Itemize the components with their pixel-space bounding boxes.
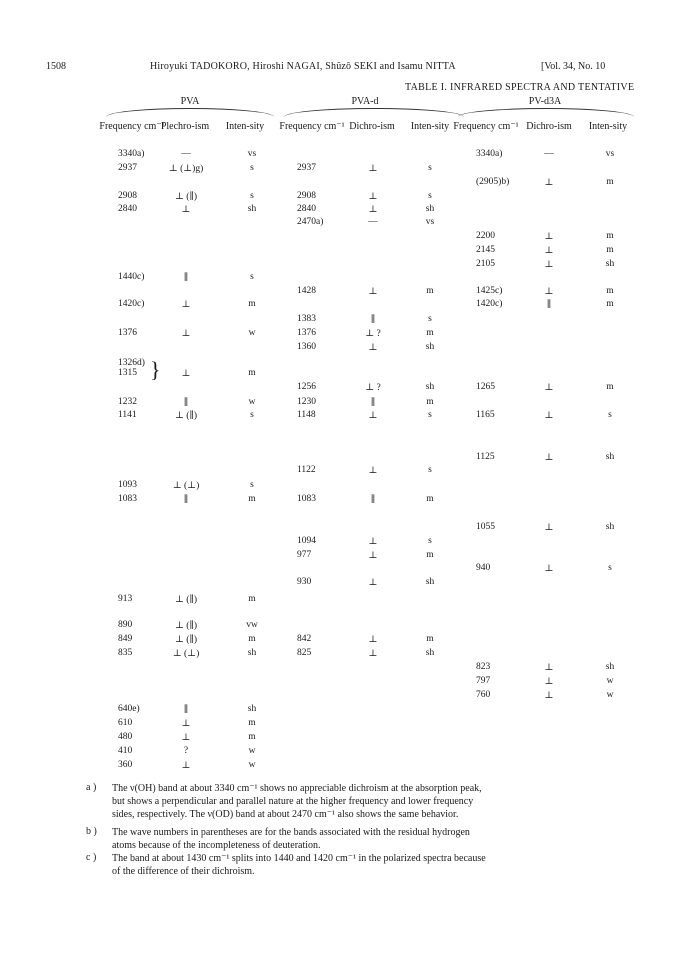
table-cell: ⊥ (∥) xyxy=(174,595,198,605)
table-cell: 1083 xyxy=(297,494,316,504)
table-cell: ⊥ xyxy=(181,761,191,771)
table-cell: vs xyxy=(605,149,615,159)
table-cell: sh xyxy=(425,648,435,658)
table-cell: ⊥ xyxy=(368,287,378,297)
table-cell: ⊥ xyxy=(544,677,554,687)
table-cell: ⊥ xyxy=(544,564,554,574)
table-cell: ⊥ xyxy=(181,733,191,743)
table-cell: ⊥ xyxy=(544,246,554,256)
table-cell: 1360 xyxy=(297,342,316,352)
table-cell: sh xyxy=(425,382,435,392)
table-cell: ∥ xyxy=(183,705,189,715)
group-brace-pva xyxy=(106,108,274,117)
table-cell: 825 xyxy=(297,648,312,658)
table-cell: 835 xyxy=(118,648,133,658)
footnote-b-line: The wave numbers in parentheses are for the bands associated with the residual hydrogen xyxy=(112,827,470,838)
table-cell: ⊥ xyxy=(181,329,191,339)
table-cell: ∥ xyxy=(183,495,189,505)
table-cell: ⊥ (∥) xyxy=(174,192,198,202)
table-cell: ⊥ xyxy=(544,663,554,673)
table-cell: m xyxy=(248,368,256,378)
table-cell: 797 xyxy=(476,676,491,686)
table-cell: ⊥ xyxy=(368,537,378,547)
table-cell: ⊥ (⊥)g) xyxy=(168,164,204,174)
column-header-pvad-1: Dichro-ism xyxy=(349,121,395,132)
table-cell: 3340a) xyxy=(476,149,503,159)
table-cell: s xyxy=(250,163,254,173)
table-cell: 2145 xyxy=(476,245,495,255)
table-cell: m xyxy=(606,245,614,255)
table-cell: sh xyxy=(605,259,615,269)
brace-icon: } xyxy=(150,357,161,382)
table-cell: ⊥ (∥) xyxy=(174,411,198,421)
footnote-label-c: c ) xyxy=(86,852,97,863)
group-heading-pva: PVA xyxy=(180,96,200,107)
column-header-pvd3a-1: Dichro-ism xyxy=(526,121,572,132)
table-cell: s xyxy=(428,536,432,546)
table-cell: vs xyxy=(425,217,435,227)
table-cell: ⊥ (∥) xyxy=(174,635,198,645)
table-cell: ∥ xyxy=(183,273,189,283)
table-cell: 890 xyxy=(118,620,133,630)
table-cell: s xyxy=(428,410,432,420)
footnote-b-line: atoms because of the incompleteness of deuteration. xyxy=(112,840,321,851)
table-cell: 1125 xyxy=(476,452,495,462)
table-cell: w xyxy=(606,690,614,700)
table-cell: 2105 xyxy=(476,259,495,269)
table-cell: m xyxy=(606,286,614,296)
table-cell: ⊥ xyxy=(368,164,378,174)
table-cell: s xyxy=(250,410,254,420)
table-cell: sh xyxy=(247,704,257,714)
footnote-a-line: sides, respectively. The ν(OD) band at about 2470 cm⁻¹ also shows the same behavior. xyxy=(112,809,459,820)
table-cell: (2905)b) xyxy=(476,177,510,187)
table-cell: m xyxy=(426,286,434,296)
table-cell: ⊥ xyxy=(368,466,378,476)
table-cell: w xyxy=(248,746,256,756)
footnote-label-b: b ) xyxy=(86,826,97,837)
page-number: 1508 xyxy=(46,61,66,72)
table-cell: 1326d) xyxy=(118,358,145,368)
table-cell: m xyxy=(248,494,256,504)
table-cell: w xyxy=(248,760,256,770)
running-authors: Hiroyuki TADOKORO, Hiroshi NAGAI, Shûzô SEKI and Isamu NITTA xyxy=(150,61,456,72)
table-cell: 1094 xyxy=(297,536,316,546)
table-cell: 849 xyxy=(118,634,133,644)
table-cell: ⊥ xyxy=(368,205,378,215)
table-cell: — xyxy=(368,217,378,227)
table-cell: 930 xyxy=(297,577,312,587)
table-cell: 1376 xyxy=(118,328,137,338)
table-cell: 1420c) xyxy=(118,299,145,309)
table-cell: 2840 xyxy=(118,204,137,214)
column-header-pvd3a-2: Inten-sity xyxy=(588,121,628,132)
table-cell: m xyxy=(606,177,614,187)
group-heading-pva-d: PVA-d xyxy=(351,96,379,107)
table-cell: 1383 xyxy=(297,314,316,324)
table-cell: ⊥ xyxy=(544,411,554,421)
table-cell: 977 xyxy=(297,550,312,560)
table-cell: ⊥ (⊥) xyxy=(172,481,200,491)
table-cell: 1425c) xyxy=(476,286,503,296)
table-cell: m xyxy=(606,231,614,241)
table-cell: m xyxy=(606,382,614,392)
table-cell: ∥ xyxy=(370,315,376,325)
table-cell: ∥ xyxy=(370,495,376,505)
column-header-pva-0: Frequency cm⁻¹ xyxy=(99,121,165,132)
table-cell: ⊥ xyxy=(544,453,554,463)
table-cell: m xyxy=(248,299,256,309)
table-cell: sh xyxy=(247,204,257,214)
table-cell: ⊥ ? xyxy=(365,383,381,393)
table-cell: ⊥ xyxy=(544,178,554,188)
table-cell: ⊥ ? xyxy=(365,329,381,339)
table-cell: 3340a) xyxy=(118,149,145,159)
footnote-label-a: a ) xyxy=(86,782,97,793)
table-cell: ⊥ xyxy=(368,551,378,561)
table-cell: w xyxy=(606,676,614,686)
column-header-pvad-2: Inten-sity xyxy=(410,121,450,132)
table-cell: ? xyxy=(183,746,189,756)
table-cell: 913 xyxy=(118,594,133,604)
table-cell: 2908 xyxy=(297,191,316,201)
table-cell: 2200 xyxy=(476,231,495,241)
table-cell: 1165 xyxy=(476,410,495,420)
table-cell: 1141 xyxy=(118,410,137,420)
footnote-a-line: The ν(OH) band at about 3340 cm⁻¹ shows no appreciable dichroism at the absorption peak, xyxy=(112,783,482,794)
table-cell: 1230 xyxy=(297,397,316,407)
group-brace-pva-d xyxy=(284,108,464,117)
table-cell: 2908 xyxy=(118,191,137,201)
column-header-pvad-0: Frequency cm⁻¹ xyxy=(279,121,345,132)
table-cell: 1265 xyxy=(476,382,495,392)
table-cell: ⊥ xyxy=(368,411,378,421)
table-cell: s xyxy=(428,314,432,324)
table-cell: 640e) xyxy=(118,704,140,714)
table-cell: 1055 xyxy=(476,522,495,532)
table-cell: 1083 xyxy=(118,494,137,504)
table-cell: — xyxy=(544,149,554,159)
table-cell: s xyxy=(250,480,254,490)
table-cell: ⊥ xyxy=(181,205,191,215)
table-cell: ⊥ xyxy=(181,369,191,379)
table-cell: 1315 xyxy=(118,368,137,378)
table-cell: m xyxy=(606,299,614,309)
group-brace-pvd3a xyxy=(458,108,634,117)
table-cell: s xyxy=(250,272,254,282)
table-cell: 760 xyxy=(476,690,491,700)
table-cell: 2840 xyxy=(297,204,316,214)
table-cell: ⊥ xyxy=(544,287,554,297)
table-cell: ∥ xyxy=(370,398,376,408)
table-cell: 1122 xyxy=(297,465,316,475)
column-header-pva-1: Plechro-ism xyxy=(160,121,210,132)
table-cell: 1148 xyxy=(297,410,316,420)
table-cell: 480 xyxy=(118,732,133,742)
table-cell: 823 xyxy=(476,662,491,672)
table-cell: m xyxy=(426,328,434,338)
table-cell: ⊥ xyxy=(544,383,554,393)
footnote-c-line: of the difference of their dichroism. xyxy=(112,866,255,877)
table-cell: m xyxy=(248,634,256,644)
table-cell: m xyxy=(426,550,434,560)
table-cell: ⊥ xyxy=(544,232,554,242)
table-cell: ⊥ xyxy=(181,300,191,310)
table-cell: w xyxy=(248,397,256,407)
table-cell: ⊥ xyxy=(544,260,554,270)
table-cell: sh xyxy=(247,648,257,658)
table-title: TABLE I. INFRARED SPECTRA AND TENTATIVE xyxy=(405,82,635,93)
table-cell: m xyxy=(426,494,434,504)
table-cell: ⊥ xyxy=(368,343,378,353)
table-cell: ∥ xyxy=(183,398,189,408)
table-cell: m xyxy=(248,732,256,742)
table-cell: 2470a) xyxy=(297,217,324,227)
table-cell: 360 xyxy=(118,760,133,770)
column-header-pvd3a-0: Frequency cm⁻¹ xyxy=(453,121,519,132)
table-cell: ⊥ (⊥) xyxy=(172,649,200,659)
table-cell: 610 xyxy=(118,718,133,728)
table-cell: 1093 xyxy=(118,480,137,490)
table-cell: 1256 xyxy=(297,382,316,392)
table-cell: vs xyxy=(247,149,257,159)
table-cell: sh xyxy=(605,662,615,672)
table-cell: ∥ xyxy=(546,300,552,310)
group-heading-pvd3a: PV-d3A xyxy=(528,96,562,107)
table-cell: ⊥ xyxy=(181,719,191,729)
table-cell: s xyxy=(608,563,612,573)
table-cell: 1420c) xyxy=(476,299,503,309)
column-header-pva-2: Inten-sity xyxy=(225,121,265,132)
table-cell: 1428 xyxy=(297,286,316,296)
table-cell: sh xyxy=(425,204,435,214)
table-cell: s xyxy=(428,465,432,475)
table-cell: ⊥ (∥) xyxy=(174,621,198,631)
table-cell: s xyxy=(608,410,612,420)
table-cell: ⊥ xyxy=(368,649,378,659)
table-cell: 1232 xyxy=(118,397,137,407)
table-cell: 940 xyxy=(476,563,491,573)
table-cell: ⊥ xyxy=(544,691,554,701)
table-cell: sh xyxy=(425,342,435,352)
table-cell: 842 xyxy=(297,634,312,644)
table-cell: m xyxy=(426,397,434,407)
table-cell: m xyxy=(248,718,256,728)
table-cell: ⊥ xyxy=(368,192,378,202)
table-cell: sh xyxy=(605,452,615,462)
table-cell: 2937 xyxy=(118,163,137,173)
table-cell: vw xyxy=(246,620,258,630)
table-cell: ⊥ xyxy=(368,578,378,588)
table-cell: ⊥ xyxy=(368,635,378,645)
footnote-c-line: The band at about 1430 cm⁻¹ splits into 1440 and 1420 cm⁻¹ in the polarized spectra because xyxy=(112,853,486,864)
issue-info: [Vol. 34, No. 10 xyxy=(541,61,606,72)
table-cell: ⊥ xyxy=(544,523,554,533)
table-cell: s xyxy=(250,191,254,201)
table-cell: m xyxy=(426,634,434,644)
table-cell: — xyxy=(181,149,191,159)
footnote-a-line: but shows a perpendicular and parallel nature at the higher frequency and lower frequency xyxy=(112,796,474,807)
table-cell: s xyxy=(428,191,432,201)
table-cell: 410 xyxy=(118,746,133,756)
table-cell: 2937 xyxy=(297,163,316,173)
table-cell: sh xyxy=(425,577,435,587)
table-cell: m xyxy=(248,594,256,604)
table-cell: sh xyxy=(605,522,615,532)
table-cell: 1376 xyxy=(297,328,316,338)
table-cell: 1440c) xyxy=(118,272,145,282)
table-cell: s xyxy=(428,163,432,173)
table-cell: w xyxy=(248,328,256,338)
